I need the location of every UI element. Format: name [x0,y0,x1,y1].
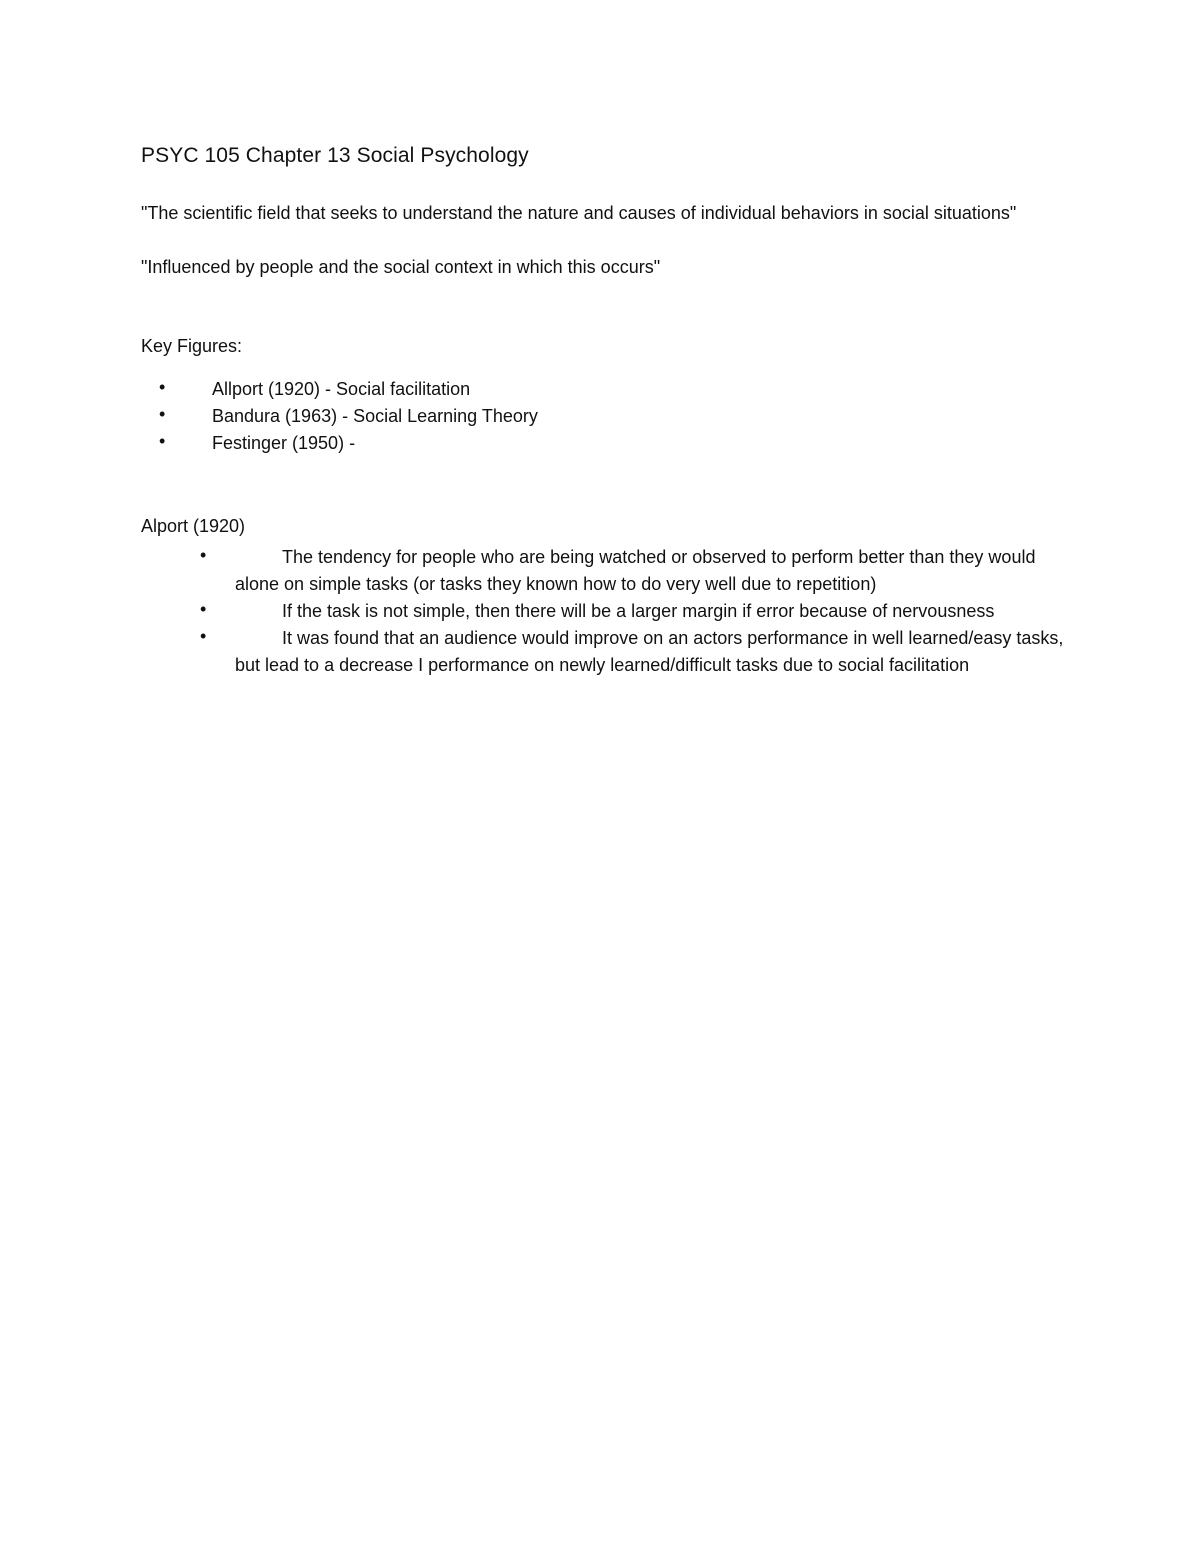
definition-quote-1: "The scientific field that seeks to understand the nature and causes of individual behaviors in social situations" [141,203,1017,223]
bullet-icon: • [200,599,207,619]
alport-point [141,598,1071,625]
alport-point-text: The tendency for people who are being watched or observed to perform better than they would alone on simple tasks (or tasks they known how to do very well due to repetition) [235,547,1036,594]
key-figure-item [141,430,1071,457]
bullet-icon: • [159,377,166,397]
alport-points-list [141,544,1071,679]
alport-point-text: It was found that an audience would improve on an actors performance in well learned/easy tasks, but lead to a decrease I performance on newly learned/difficult tasks due to social facilitation [235,628,1064,675]
key-figures-label: Key Figures: [141,336,243,356]
key-figure-text: Bandura (1963) - Social Learning Theory [212,406,538,426]
document-body [141,140,1071,679]
alport-point-text: If the task is not simple, then there will be a larger margin if error because of nervousness [282,601,995,621]
key-figure-text: Allport (1920) - Social facilitation [212,379,471,399]
bullet-icon: • [200,545,207,565]
bullet-icon: • [200,626,207,646]
key-figure-text: Festinger (1950) - [212,433,356,453]
document-title: PSYC 105 Chapter 13 Social Psychology [141,144,529,167]
bullet-icon: • [159,431,166,451]
alport-heading: Alport (1920) [141,516,246,536]
definition-quote-2: "Influenced by people and the social context in which this occurs" [141,257,661,277]
alport-point [141,625,1071,679]
key-figure-item [141,376,1071,403]
alport-point [141,544,1071,598]
key-figures-list [141,376,1071,457]
key-figure-item [141,403,1071,430]
bullet-icon: • [159,404,166,424]
